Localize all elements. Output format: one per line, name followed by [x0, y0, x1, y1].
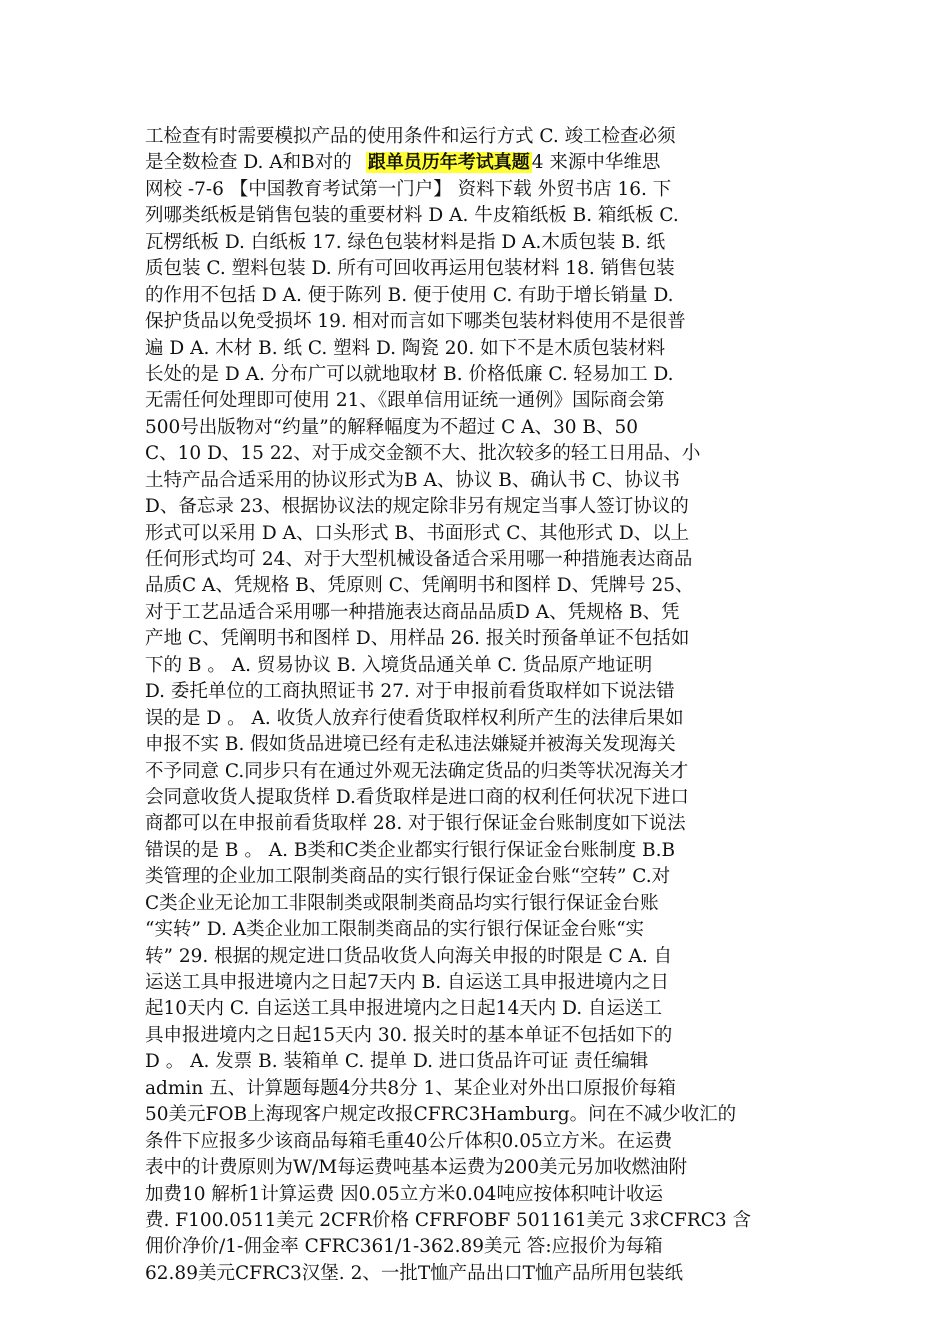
- text-line: D 。 A. 发票 B. 装箱单 C. 提单 D. 进口货品许可证 责任编辑: [145, 1051, 649, 1073]
- text-line: 瓦楞纸板 D. 白纸板 17. 绿色包装材料是指 D A.木质包装 B. 纸: [145, 231, 666, 253]
- text-line: 保护货品以免受损坏 19. 相对而言如下哪类包装材料使用不是很普: [145, 311, 686, 333]
- text-segment: 是全数检查 D. A和B对的: [145, 152, 352, 174]
- text-line: 起10天内 C. 自运送工具申报进境内之日起14天内 D. 自运送工: [145, 998, 663, 1020]
- text-line: 商都可以在申报前看货取样 28. 对于银行保证金台账制度如下说法: [145, 813, 686, 835]
- text-line: 对于工艺品适合采用哪一种措施表达商品品质D A、凭规格 B、凭: [145, 601, 680, 623]
- text-line: 工检查有时需要模拟产品的使用条件和运行方式 C. 竣工检查必须: [145, 126, 676, 147]
- text-line: 条件下应报多少该商品每箱毛重40公斤体积0.05立方米。在运费: [145, 1130, 673, 1152]
- text-line: 佣价净价/1-佣金率 CFRC361/1-362.89美元 答:应报价为每箱: [145, 1236, 663, 1258]
- text-line: 长处的是 D A. 分布广可以就地取材 B. 价格低廉 C. 轻易加工 D.: [145, 363, 674, 385]
- text-line: 加费10 解析1计算运费 因0.05立方米0.04吨应按体积吨计收运: [145, 1183, 663, 1205]
- text-line: 土特产品合适采用的协议形式为B A、协议 B、确认书 C、协议书: [145, 469, 680, 491]
- text-line: C、10 D、15 22、对于成交金额不大、批次较多的轻工日用品、小: [145, 443, 701, 465]
- text-line: 表中的计费原则为W/M每运费吨基本运费为200美元另加收燃油附: [145, 1157, 688, 1179]
- text-segment: 4 来源中华维思: [531, 152, 661, 174]
- text-line: 500号出版物对“约量”的解释幅度为不超过 C A、30 B、50: [145, 416, 639, 438]
- text-line: 62.89美元CFRC3汉堡. 2、一批T恤产品出口T恤产品所用包装纸: [145, 1262, 684, 1284]
- text-line: 申报不实 B. 假如货品进境已经有走私违法嫌疑并被海关发现海关: [145, 734, 676, 756]
- document-body: [145, 124, 815, 1287]
- text-line: 形式可以采用 D A、口头形式 B、书面形式 C、其他形式 D、以上: [145, 522, 690, 544]
- text-line: 的作用不包括 D A. 便于陈列 B. 便于使用 C. 有助于增长销量 D.: [145, 284, 674, 306]
- text-line: 50美元FOB上海现客户规定改报CFRC3Hamburg。问在不减少收汇的: [145, 1104, 737, 1126]
- text-line: D. 委托单位的工商执照证书 27. 对于申报前看货取样如下说法错: [145, 681, 675, 703]
- text-line: 误的是 D 。 A. 收货人放弃行使看货取样权利所产生的法律后果如: [145, 707, 684, 729]
- text-line: 品质C A、凭规格 B、凭原则 C、凭阐明书和图样 D、凭牌号 25、: [145, 575, 694, 597]
- text-line: 遍 D A. 木材 B. 纸 C. 塑料 D. 陶瓷 20. 如下不是木质包装材料: [145, 337, 666, 359]
- text-line: 不予同意 C.同步只有在通过外观无法确定货品的归类等状况海关才: [145, 760, 689, 782]
- text-line: D、备忘录 23、根据协议法的规定除非另有规定当事人签订协议的: [145, 496, 689, 518]
- highlighted-title: 跟单员历年考试真题: [367, 152, 530, 174]
- text-line: 网校 -7-6 【中国教育考试第一门户】 资料下载 外贸书店 16. 下: [145, 178, 672, 200]
- text-line: 具申报进境内之日起15天内 30. 报关时的基本单证不包括如下的: [145, 1024, 673, 1046]
- text-line: 任何形式均可 24、对于大型机械设备适合采用哪一种措施表达商品: [145, 549, 693, 570]
- text-line: 下的 B 。 A. 贸易协议 B. 入境货品通关单 C. 货品原产地证明: [145, 654, 653, 676]
- text-line: 费. F100.0511美元 2CFR价格 CFRFOBF 501161美元 3求CFRC3 含: [145, 1209, 752, 1231]
- text-line: 列哪类纸板是销售包装的重要材料 D A. 牛皮箱纸板 B. 箱纸板 C.: [145, 205, 679, 227]
- text-line: 无需任何处理即可使用 21、《跟单信用证统一通例》国际商会第: [145, 390, 665, 412]
- text-line: 产地 C、凭阐明书和图样 D、用样品 26. 报关时预备单证不包括如: [145, 628, 690, 650]
- text-line: 错误的是 B 。 A. B类和C类企业都实行银行保证金台账制度 B.B: [145, 839, 676, 861]
- text-line-with-highlight: [145, 150, 815, 176]
- text-line: 会同意收货人提取货样 D.看货取样是进口商的权利任何状况下进口: [145, 786, 689, 808]
- text-line: C类企业无论加工非限制类或限制类商品均实行银行保证金台账: [145, 892, 659, 914]
- text-line: 运送工具申报进境内之日起7天内 B. 自运送工具申报进境内之日: [145, 972, 670, 993]
- text-line: 转” 29. 根据的规定进口货品收货人向海关申报的时限是 C A. 自: [145, 945, 673, 967]
- text-line: admin 五、计算题每题4分共8分 1、某企业对外出口原报价每箱: [145, 1077, 676, 1099]
- text-line: 质包装 C. 塑料包装 D. 所有可回收再运用包装材料 18. 销售包装: [145, 258, 675, 280]
- text-line: “实转” D. A类企业加工限制类商品的实行银行保证金台账“实: [145, 919, 645, 941]
- text-line: 类管理的企业加工限制类商品的实行银行保证金台账“空转” C.对: [145, 866, 671, 888]
